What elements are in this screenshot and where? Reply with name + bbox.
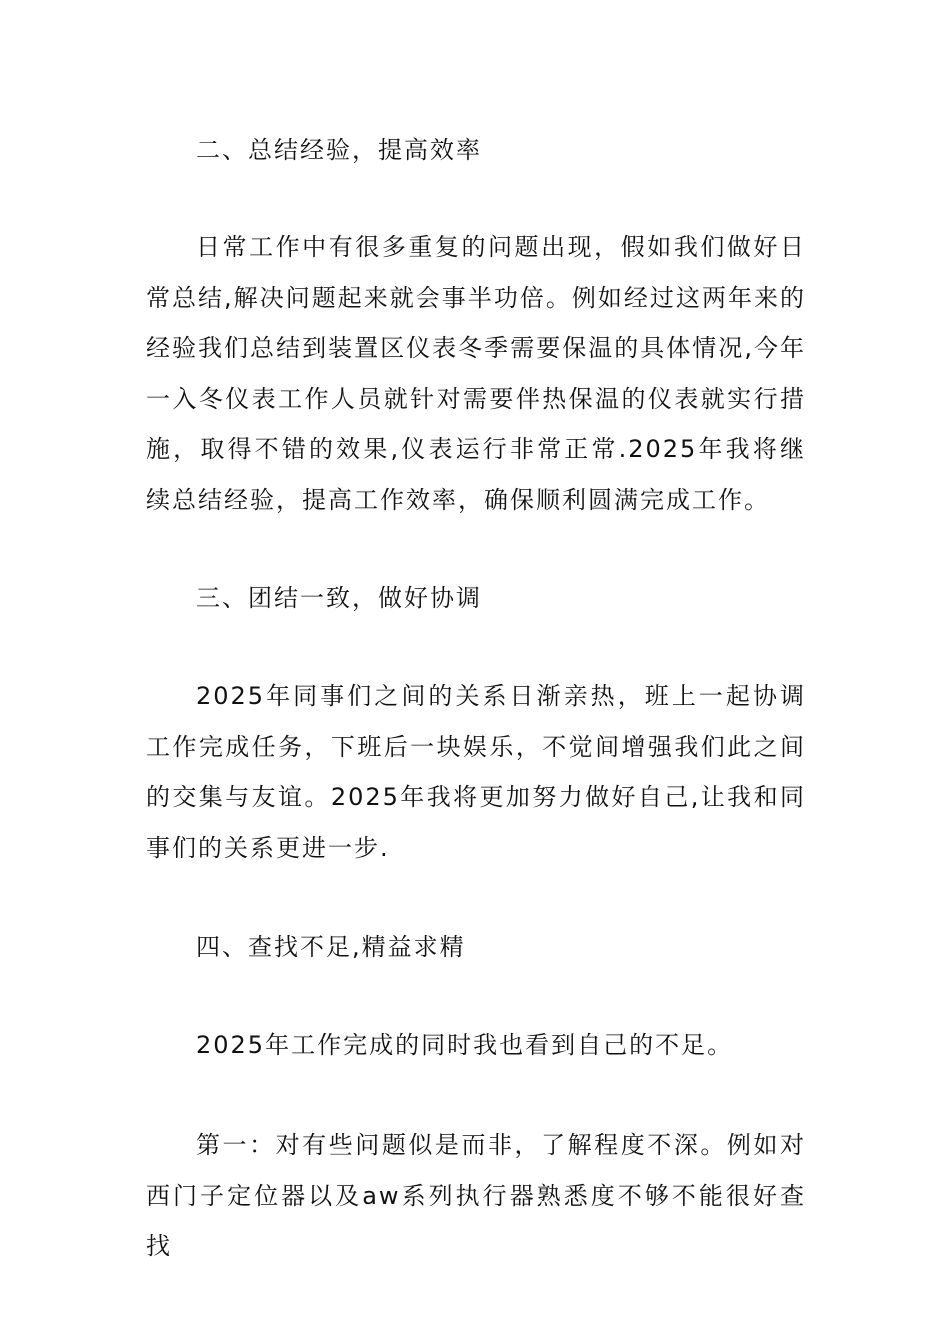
section-heading-4: 四、查找不足,精益求精 [196, 933, 466, 961]
paragraph-5: 第一：对有些问题似是而非，了解程度不深。例如对西门子定位器以及aw系列执行器熟悉度不够不能很好查找 [146, 1131, 806, 1260]
section-heading-3: 三、团结一致，做好协调 [196, 584, 482, 612]
paragraph-3: 2025年同事们之间的关系日渐亲热，班上一起协调工作完成任务，下班后一块娱乐，不觉间增强我们此之间的交集与友谊。2025年我将更加努力做好自己,让我和同事们的关系更进一步. [146, 682, 806, 862]
paragraph-4: 2025年工作完成的同时我也看到自己的不足。 [196, 1031, 734, 1059]
section-heading-2: 二、总结经验，提高效率 [196, 136, 482, 164]
paragraph-2: 日常工作中有很多重复的问题出现，假如我们做好日常总结,解决问题起来就会事半功倍。例如经过这两年来的经验我们总结到装置区仪表冬季需要保温的具体情况,今年一入冬仪表工作人员就针对需要伴热保温的仪表就实行措施，取得不错的效果,仪表运行非常正常.2025年我将继续总结经验，提高工作效率，确保顺利圆满完成工作。 [146, 233, 806, 514]
